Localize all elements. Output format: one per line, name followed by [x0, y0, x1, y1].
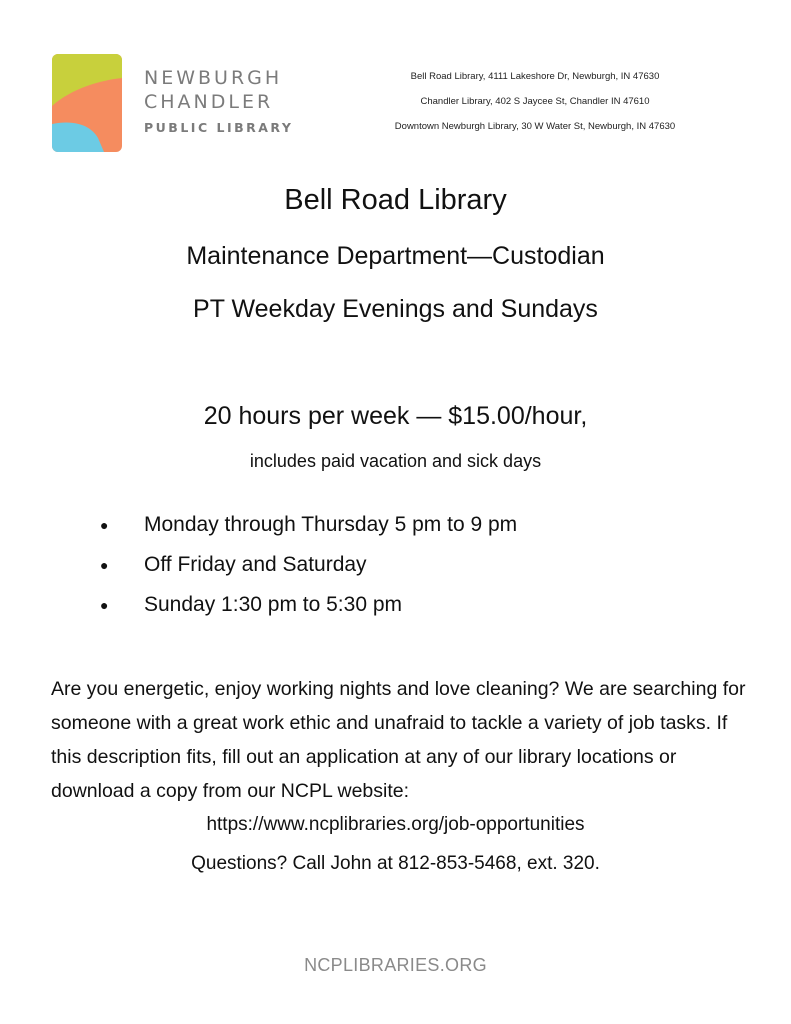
schedule-summary: PT Weekday Evenings and Sundays [193, 295, 598, 323]
bullet-icon: ● [100, 517, 109, 533]
address-chandler: Chandler Library, 402 S Jaycee St, Chandler IN 47610 [420, 96, 650, 107]
schedule-list [96, 510, 517, 630]
list-item: ● Off Friday and Saturday [96, 550, 517, 590]
library-logo-icon [52, 54, 122, 152]
bullet-icon: ● [100, 597, 109, 613]
address-downtown: Downtown Newburgh Library, 30 W Water St, Newburgh, IN 47630 [394, 121, 676, 132]
page-title: Bell Road Library [284, 184, 507, 216]
benefits-line: includes paid vacation and sick days [249, 451, 542, 471]
pay-line: 20 hours per week — $15.00/hour, [203, 402, 588, 430]
list-item: ● Monday through Thursday 5 pm to 9 pm [96, 510, 517, 550]
logo-line-chandler: CHANDLER [144, 91, 274, 113]
contact-line: Questions? Call John at 812-853-5468, ext. 320. [191, 853, 600, 874]
logo-line-public-library: PUBLIC LIBRARY [144, 120, 294, 135]
job-description: Are you energetic, enjoy working nights and love cleaning? We are searching for someone with a great work ethic and unafraid to tackle a variety of job tasks. If this description fits, fill out an application at any of our library locations or download a copy from our NCPL website: [51, 678, 746, 802]
list-item: ● Sunday 1:30 pm to 5:30 pm [96, 590, 517, 630]
address-block [340, 70, 730, 145]
job-title: Maintenance Department—Custodian [186, 242, 605, 270]
bullet-icon: ● [100, 557, 109, 573]
footer-website: NCPLIBRARIES.ORG [304, 955, 487, 975]
address-bell-road: Bell Road Library, 4111 Lakeshore Dr, Newburgh, IN 47630 [410, 71, 660, 82]
application-link[interactable]: https://www.ncplibraries.org/job-opportunities [206, 814, 585, 835]
library-logo-text [144, 66, 293, 135]
logo-line-newburgh: NEWBURGH [144, 67, 283, 89]
